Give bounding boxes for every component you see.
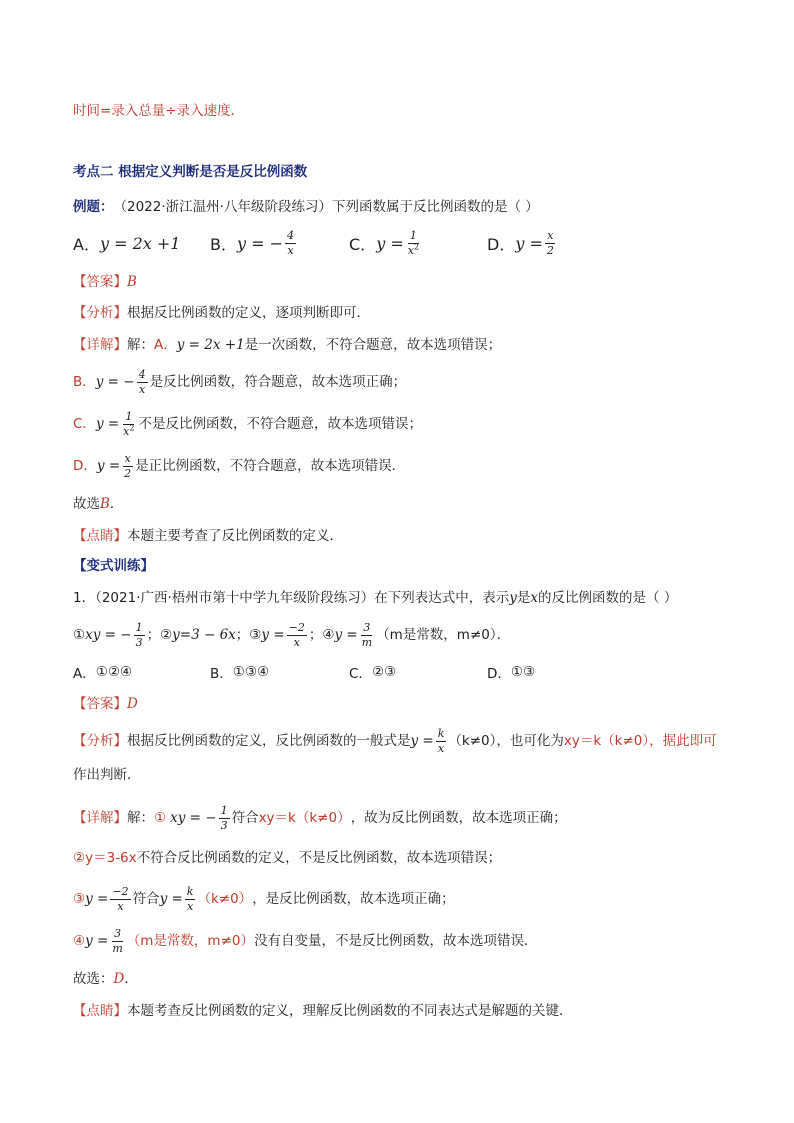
fraction-denominator: x xyxy=(287,243,294,257)
example-detail-b xyxy=(73,368,754,396)
separator: ； xyxy=(235,627,250,643)
stem-variable-x: x xyxy=(530,590,539,606)
example-answer xyxy=(73,271,754,293)
fraction-denominator: 2 xyxy=(124,466,132,480)
comment-text: 本题考查反比例函数的定义，理解反比例函数的不同表达式是解题的关键． xyxy=(127,1003,573,1019)
fraction-numerator: x xyxy=(124,451,131,465)
question-1-detail-3 xyxy=(73,884,754,914)
detail-expression: y = xyxy=(85,891,109,907)
option-expression: y = 2x +1 xyxy=(99,233,181,253)
denominator-base: x xyxy=(407,243,414,257)
example-comment xyxy=(73,525,754,547)
detail-mark: ② xyxy=(73,850,86,866)
option-expression: y = xyxy=(515,233,543,253)
example-option-d xyxy=(487,228,558,258)
fraction-numerator: −2 xyxy=(112,884,129,898)
stem-text: 的反比例函数的是（ ） xyxy=(538,590,678,606)
fraction-denominator: 3 xyxy=(220,818,228,832)
detail-text: 是反比例函数，符合题意，故本选项正确； xyxy=(149,374,407,390)
denominator-exponent: 2 xyxy=(413,241,420,251)
option-text: ①③④ xyxy=(232,664,270,680)
option-text: ①③ xyxy=(510,664,536,680)
comment-tag: 【点睛】 xyxy=(73,1003,127,1019)
example-option-c xyxy=(349,228,423,258)
question-1-option-c xyxy=(349,661,396,683)
conclusion-end: ． xyxy=(124,971,138,987)
option-expression: y = xyxy=(376,233,404,253)
question-1-detail-2 xyxy=(73,847,754,869)
option-letter: D． xyxy=(487,666,511,682)
fraction-denominator: 3 xyxy=(135,635,143,649)
question-1-conclusion xyxy=(73,968,754,990)
denominator-exponent: 2 xyxy=(129,422,135,432)
variant-title: 【变式训练】 xyxy=(73,558,154,574)
example-label: 例题： xyxy=(73,199,114,215)
fraction-denominator: x xyxy=(117,899,124,913)
fraction xyxy=(406,230,421,257)
fraction-numerator: 3 xyxy=(114,926,122,940)
analysis-text: 根据反比例函数的定义，逐项判断即可． xyxy=(127,305,370,321)
question-1-option-a xyxy=(73,661,132,683)
fraction-numerator: 4 xyxy=(287,228,295,242)
expression: y = xyxy=(334,627,358,643)
question-1-answer xyxy=(73,693,754,715)
detail-text: 没有自变量，不是反比例函数，故本选项错误． xyxy=(253,933,538,949)
conclusion-end: ． xyxy=(109,496,124,512)
question-1-stem xyxy=(73,587,754,609)
question-1-option-d xyxy=(487,661,535,683)
fraction xyxy=(121,411,136,438)
separator: ； xyxy=(146,627,161,643)
option-letter: C． xyxy=(349,666,372,682)
example-detail-a xyxy=(73,334,754,356)
expression-mark: ② xyxy=(160,627,173,643)
fraction xyxy=(219,805,230,832)
example-analysis xyxy=(73,302,754,324)
answer-value: D xyxy=(127,696,138,712)
expression: y = xyxy=(261,627,285,643)
detail-letter: A． xyxy=(154,337,177,353)
analysis-tag: 【分析】 xyxy=(73,733,127,749)
fraction xyxy=(360,622,374,649)
fraction xyxy=(110,928,124,955)
detail-text: 符合 xyxy=(231,810,259,826)
fraction-numerator: 1 xyxy=(220,803,228,817)
question-1-detail-1 xyxy=(73,803,754,833)
example-option-a xyxy=(73,230,180,256)
fraction xyxy=(285,230,296,257)
conclusion-lead: 故选： xyxy=(73,971,114,987)
detail-tag: 【详解】 xyxy=(73,810,127,826)
detail-expression: y = xyxy=(96,458,121,474)
detail-letter: B． xyxy=(73,374,96,390)
analysis-text: xy＝k（k≠0），据此即可 xyxy=(563,733,717,749)
fraction-denominator: x xyxy=(187,899,194,913)
denominator-base: x xyxy=(123,424,130,438)
detail-expression: y = − xyxy=(95,374,135,390)
fraction-numerator: 3 xyxy=(363,620,371,634)
detail-text: 不符合反比例函数的定义，不是反比例函数，故本选项错误； xyxy=(136,850,502,866)
fraction-denominator: x xyxy=(437,741,445,755)
detail-lead: 解： xyxy=(127,810,154,826)
detail-expression: y＝3-6x xyxy=(85,850,137,866)
fraction xyxy=(287,622,307,649)
fraction-denominator xyxy=(406,241,421,257)
detail-expression: y = 2x +1 xyxy=(176,337,245,353)
fraction-numerator: x xyxy=(547,228,554,242)
question-1-detail-4 xyxy=(73,926,754,956)
fraction xyxy=(122,453,133,480)
fraction-denominator: m xyxy=(361,635,373,649)
fraction-denominator: 2 xyxy=(546,243,554,257)
detail-form: xy＝k（k≠0） xyxy=(258,810,351,826)
fraction xyxy=(134,622,145,649)
fraction-numerator: k xyxy=(437,726,445,740)
fraction-denominator: x xyxy=(293,635,300,649)
fraction xyxy=(137,369,148,396)
option-letter: D． xyxy=(487,234,516,254)
example-detail-d xyxy=(73,452,754,480)
detail-expression: y = xyxy=(85,933,109,949)
expression-note: （m是常数，m≠0）． xyxy=(376,627,511,643)
fraction-numerator: 1 xyxy=(135,620,143,634)
fraction-denominator xyxy=(121,422,136,438)
expression-mark: ① xyxy=(73,627,86,643)
detail-text: ，是反比例函数，故本选项正确； xyxy=(252,891,455,907)
conclusion-value: B xyxy=(100,496,110,512)
fraction-denominator: x xyxy=(139,382,146,396)
detail-tag: 【详解】 xyxy=(73,337,127,353)
detail-text: 是正比例函数，不符合题意，故本选项错误． xyxy=(135,458,406,474)
fraction-numerator: −2 xyxy=(288,620,305,634)
question-1-comment xyxy=(73,1000,754,1022)
option-expression: y = − xyxy=(236,233,284,253)
detail-text: ，故为反比例函数，故本选项正确； xyxy=(350,810,567,826)
fraction-numerator: k xyxy=(186,884,194,898)
option-letter: A． xyxy=(73,234,100,254)
expression: xy = − xyxy=(85,627,132,643)
analysis-expression: y = xyxy=(410,733,434,749)
comment-text: 本题主要考查了反比例函数的定义． xyxy=(127,528,343,544)
answer-tag: 【答案】 xyxy=(73,696,127,712)
example-stem xyxy=(73,196,754,218)
question-1-analysis-cont: 作出判断． xyxy=(73,767,141,783)
analysis-tag: 【分析】 xyxy=(73,305,127,321)
detail-lead: 解： xyxy=(127,337,154,353)
example-source: （2022·浙江温州·八年级阶段练习）下列函数属于反比例函数的是（ ） xyxy=(113,199,539,215)
example-conclusion xyxy=(73,493,754,515)
detail-mark: ① xyxy=(154,810,167,826)
intro-line: 时间=录入总量÷录入速度． xyxy=(73,103,245,119)
detail-text: 不是反比例函数，不符合题意，故本选项错误； xyxy=(138,416,422,432)
example-detail-c xyxy=(73,410,754,438)
question-1-analysis xyxy=(73,726,754,756)
stem-text: 是 xyxy=(516,590,531,606)
separator: ； xyxy=(308,627,323,643)
stem-variable-y: y xyxy=(509,590,517,606)
option-text: ①②④ xyxy=(95,664,133,680)
analysis-text: （k≠0），也可化为 xyxy=(448,733,564,749)
detail-mark: ④ xyxy=(73,933,86,949)
expression: y=3 − 6x xyxy=(172,627,236,643)
fraction-numerator: 1 xyxy=(409,228,417,242)
conclusion-lead: 故选 xyxy=(73,496,100,512)
detail-expression: xy = − xyxy=(170,810,217,826)
section-title: 考点二 根据定义判断是否是反比例函数 xyxy=(73,164,308,180)
fraction xyxy=(436,728,447,755)
stem-text: 1．（2021·广西·梧州市第十中学九年级阶段练习）在下列表达式中，表示 xyxy=(73,590,510,606)
fraction xyxy=(185,886,196,913)
detail-expression: y = xyxy=(95,416,120,432)
detail-text: 符合 xyxy=(132,891,160,907)
question-1-expressions xyxy=(73,620,754,650)
analysis-text: 根据反比例函数的定义，反比例函数的一般式是 xyxy=(127,733,411,749)
question-1-option-b xyxy=(210,661,269,683)
answer-tag: 【答案】 xyxy=(73,274,127,290)
answer-value: B xyxy=(127,274,137,290)
option-letter: A． xyxy=(73,666,96,682)
detail-letter: C． xyxy=(73,416,96,432)
option-letter: C． xyxy=(349,234,377,254)
fraction xyxy=(110,886,130,913)
expression-mark: ③ xyxy=(249,627,262,643)
detail-expression: y = xyxy=(159,891,183,907)
detail-condition: （k≠0） xyxy=(197,891,253,907)
fraction-numerator: 4 xyxy=(138,367,146,381)
detail-note: （m是常数，m≠0） xyxy=(126,933,254,949)
fraction-denominator: m xyxy=(112,941,123,955)
fraction xyxy=(545,230,556,257)
option-letter: B． xyxy=(210,666,233,682)
example-option-b xyxy=(210,228,298,258)
detail-mark: ③ xyxy=(73,891,86,907)
conclusion-value: D xyxy=(113,971,125,987)
detail-letter: D． xyxy=(73,458,97,474)
expression-mark: ④ xyxy=(322,627,335,643)
option-text: ②③ xyxy=(371,664,397,680)
comment-tag: 【点睛】 xyxy=(73,528,127,544)
detail-text: 是一次函数，不符合题意，故本选项错误； xyxy=(244,337,502,353)
fraction-numerator: 1 xyxy=(125,409,133,423)
option-letter: B． xyxy=(210,234,237,254)
